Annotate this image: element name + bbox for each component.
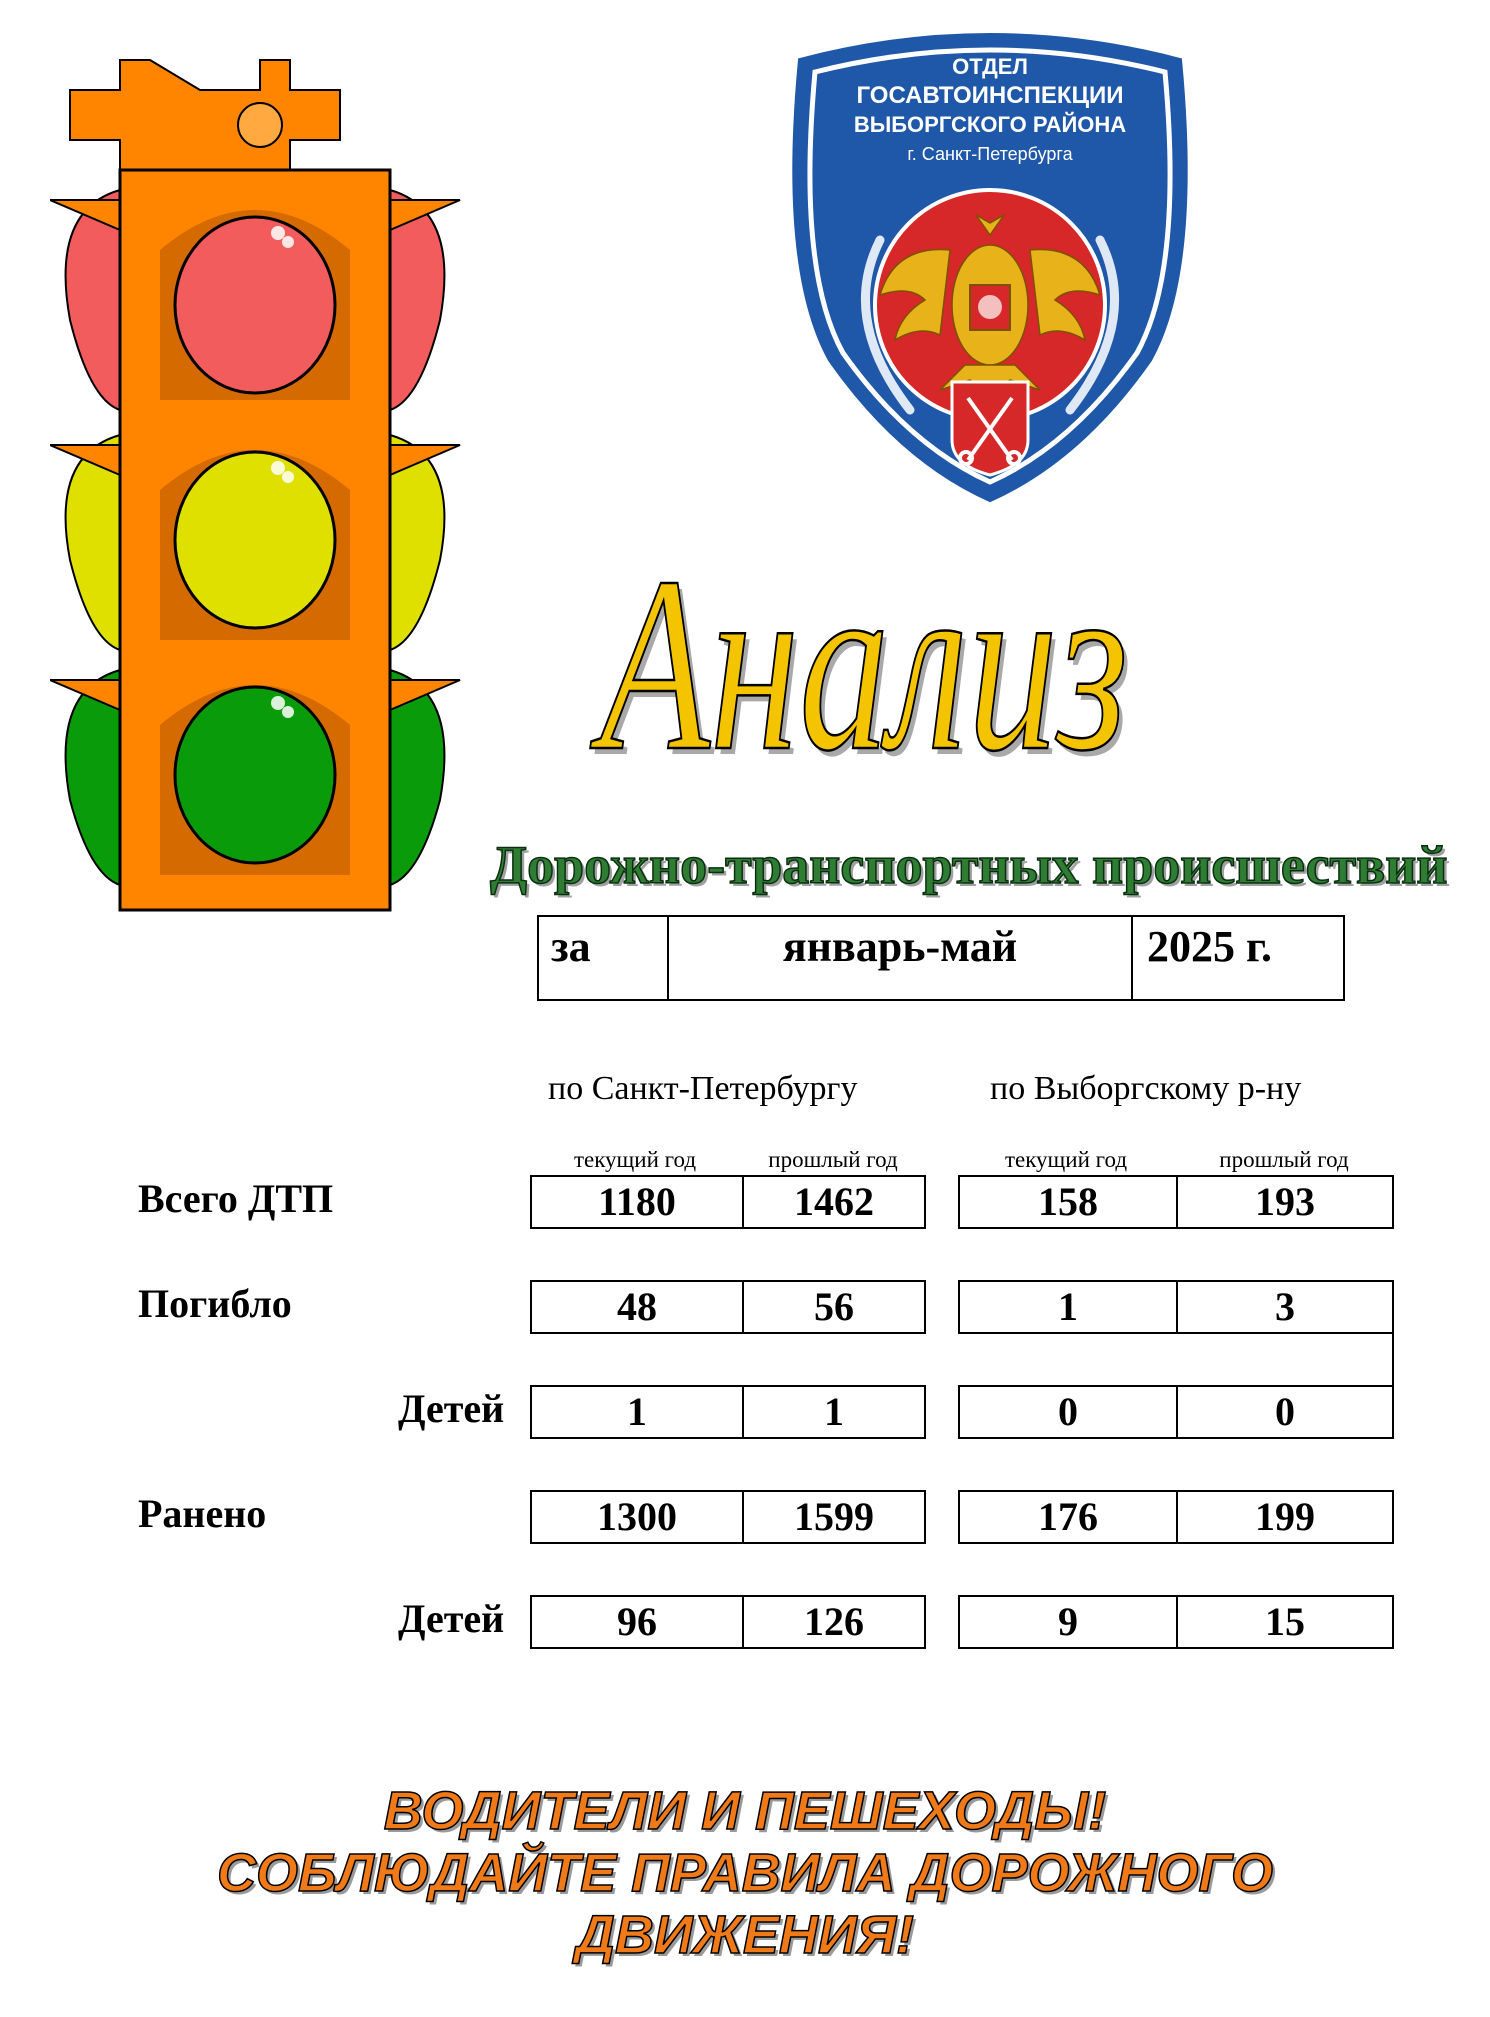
cell-spb-current: 96 bbox=[617, 1599, 657, 1644]
cell-vyb-previous: 3 bbox=[1176, 1282, 1392, 1332]
table-row bbox=[530, 1595, 926, 1649]
cell-vyb-previous: 0 bbox=[1176, 1387, 1392, 1437]
cell-vyb-previous: 193 bbox=[1176, 1177, 1392, 1227]
cell-spb-previous: 1462 bbox=[742, 1177, 924, 1227]
subheader-spb-previous: прошлый год bbox=[768, 1147, 898, 1172]
table-row bbox=[958, 1385, 1394, 1439]
slogan-line1: ВОДИТЕЛИ И ПЕШЕХОДЫ! bbox=[383, 1781, 1107, 1841]
row-label-killed-children: Детей bbox=[398, 1386, 505, 1431]
period-year: 2025 г. bbox=[1147, 922, 1273, 971]
emblem-line4: г. Санкт-Петербурга bbox=[907, 144, 1073, 164]
slogan-line2: СОБЛЮДАЙТЕ ПРАВИЛА ДОРОЖНОГО bbox=[217, 1843, 1273, 1903]
cell-vyb-current: 0 bbox=[1058, 1389, 1078, 1434]
table-row bbox=[530, 1490, 926, 1544]
cell-spb-current: 1180 bbox=[598, 1179, 676, 1224]
table-row bbox=[530, 1280, 926, 1334]
cell-spb-previous: 126 bbox=[742, 1597, 924, 1647]
cell-spb-current: 1300 bbox=[597, 1494, 677, 1539]
period-months: январь-май bbox=[669, 917, 1133, 999]
emblem-line2: ГОСАВТОИНСПЕКЦИИ bbox=[856, 82, 1124, 109]
row-label-killed: Погибло bbox=[138, 1281, 292, 1326]
row-label-total: Всего ДТП bbox=[138, 1176, 334, 1221]
divider bbox=[1392, 1332, 1394, 1386]
row-label-injured-children: Детей bbox=[398, 1596, 505, 1641]
cell-spb-current: 1 bbox=[627, 1389, 647, 1434]
cell-vyb-current: 158 bbox=[1038, 1179, 1098, 1224]
cell-vyb-current: 1 bbox=[1058, 1284, 1078, 1329]
cell-vyb-previous: 199 bbox=[1176, 1492, 1392, 1542]
cell-vyb-current: 9 bbox=[1058, 1599, 1078, 1644]
page-subtitle: Дорожно-транспортных происшествий bbox=[490, 835, 1448, 895]
cell-spb-previous: 1 bbox=[742, 1387, 924, 1437]
emblem-line3: ВЫБОРГСКОГО РАЙОНА bbox=[853, 112, 1127, 137]
subheader-vyb-current: текущий год bbox=[1004, 1147, 1128, 1172]
page-title: Анализ bbox=[600, 526, 1128, 803]
table-row bbox=[530, 1175, 926, 1229]
gai-emblem bbox=[780, 20, 1200, 510]
cell-spb-previous: 1599 bbox=[742, 1492, 924, 1542]
traffic-light-illustration bbox=[50, 40, 470, 920]
cell-vyb-previous: 15 bbox=[1176, 1597, 1392, 1647]
subheader-vyb-previous: прошлый год bbox=[1219, 1147, 1349, 1172]
subheader-spb-current: текущий год bbox=[573, 1147, 697, 1172]
table-row bbox=[958, 1280, 1394, 1334]
table-row bbox=[530, 1385, 926, 1439]
table-row bbox=[958, 1595, 1394, 1649]
emblem-line1: ОТДЕЛ bbox=[952, 54, 1028, 79]
cell-spb-current: 48 bbox=[617, 1284, 657, 1329]
period-box bbox=[537, 915, 1345, 1001]
period-prefix: за bbox=[539, 917, 669, 999]
table-row bbox=[958, 1490, 1394, 1544]
region-header-vyb: по Выборгскому р-ну bbox=[990, 1070, 1302, 1107]
slogan-line3: ДВИЖЕНИЯ! bbox=[575, 1905, 915, 1965]
region-header-spb: по Санкт-Петербургу bbox=[548, 1070, 858, 1107]
cell-vyb-current: 176 bbox=[1038, 1494, 1098, 1539]
cell-spb-previous: 56 bbox=[742, 1282, 924, 1332]
row-label-injured: Ранено bbox=[138, 1491, 267, 1536]
table-row bbox=[958, 1175, 1394, 1229]
